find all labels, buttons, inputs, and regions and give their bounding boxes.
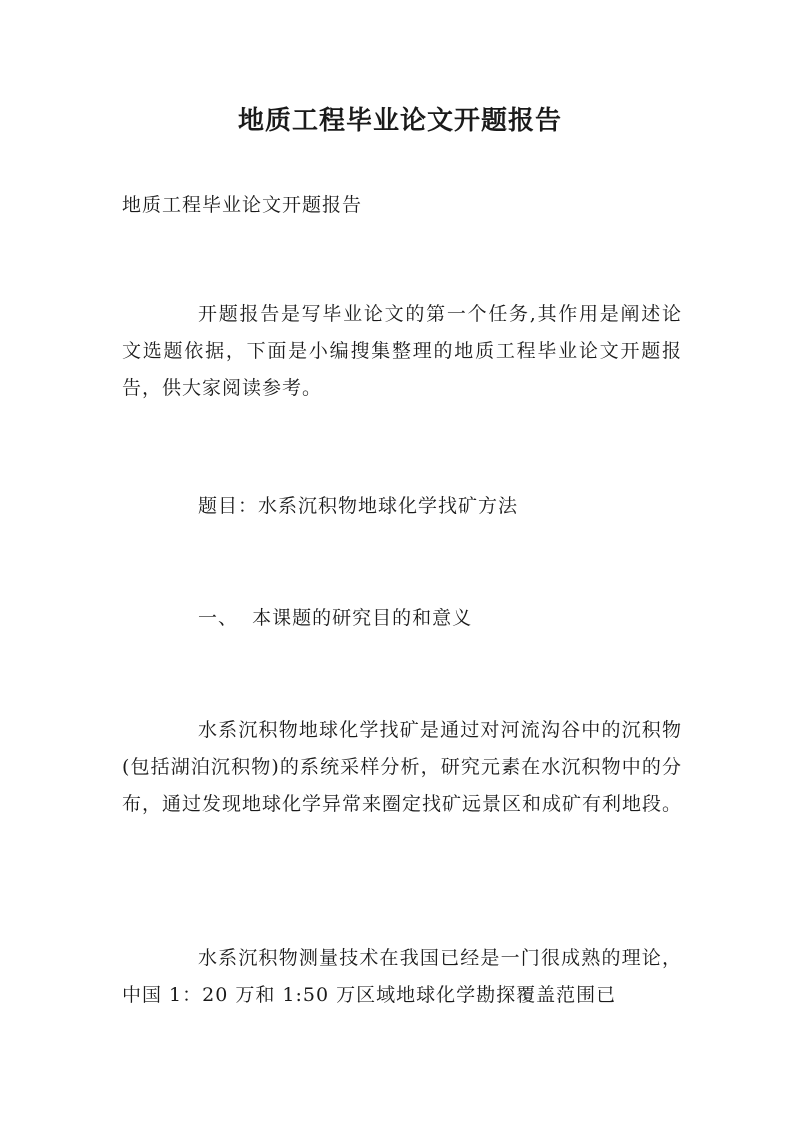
section-heading: 一、 本课题的研究目的和意义 — [198, 607, 473, 629]
document-title: 地质工程毕业论文开题报告 — [237, 106, 562, 136]
document-subtitle: 地质工程毕业论文开题报告 — [122, 194, 363, 216]
intro-paragraph: 开题报告是写毕业论文的第一个任务,其作用是阐述论文选题依据，下面是小编搜集整理的地质工程毕业论文开题报告，供大家阅读参考。 — [122, 303, 682, 399]
topic-line: 题目：水系沉积物地球化学找矿方法 — [198, 495, 519, 517]
body-paragraph: 水系沉积物测量技术在我国已经是一门很成熟的理论，中国 1：20 万和 1:50 万区域地球化学勘探覆盖范围已 — [122, 947, 682, 1006]
body-paragraph: 水系沉积物地球化学找矿是通过对河流沟谷中的沉积物(包括湖泊沉积物)的系统采样分析，研究元素在水沉积物中的分布，通过发现地球化学异常来圈定找矿远景区和成矿有利地段。 — [122, 719, 683, 815]
